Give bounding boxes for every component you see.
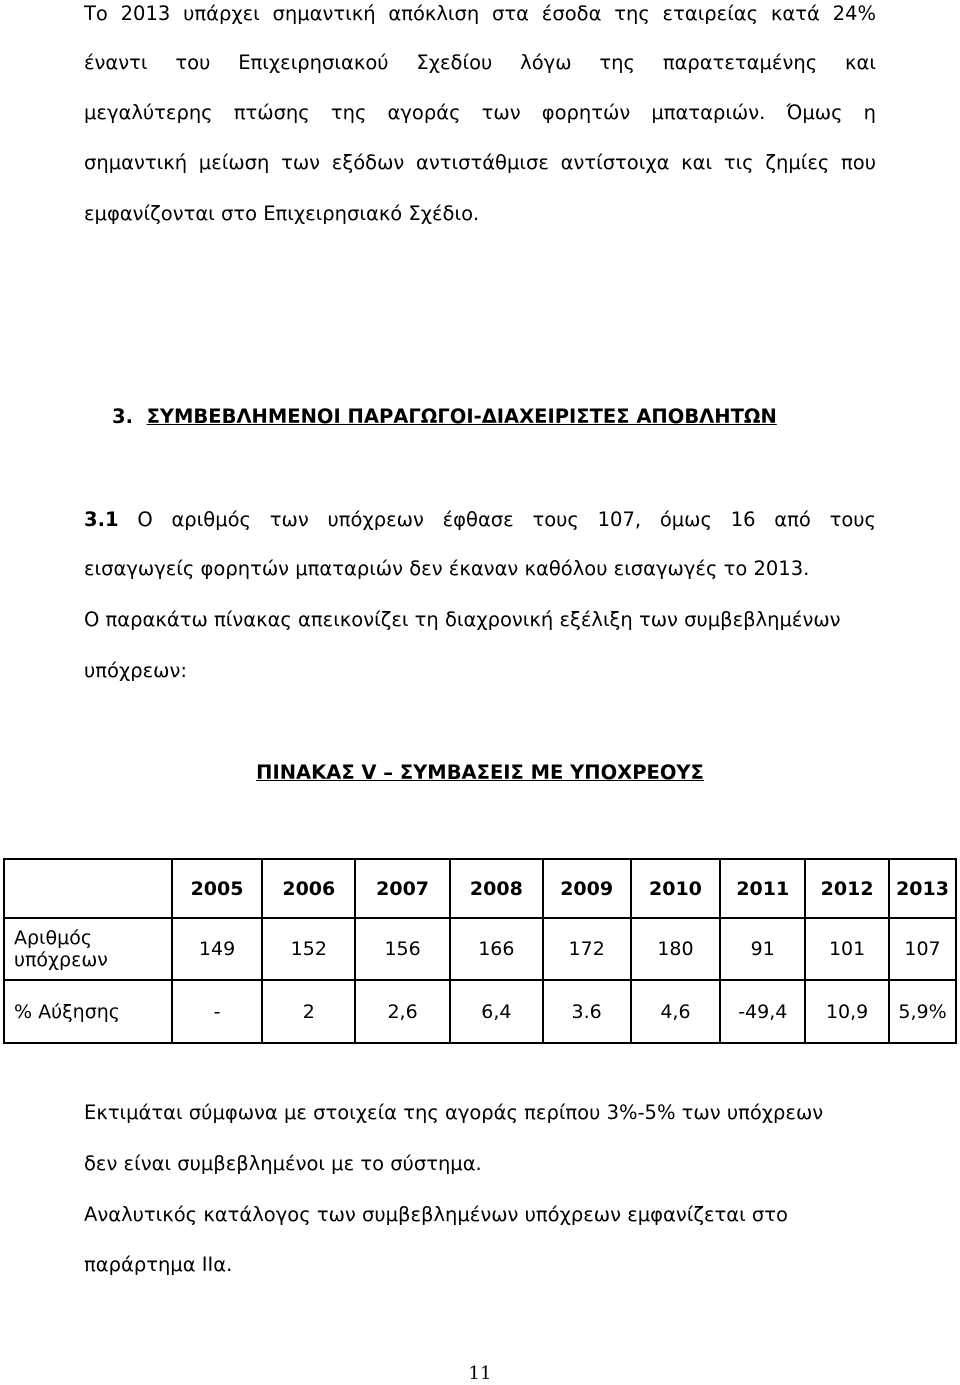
intro-line-3: μεγαλύτερης πτώσης της αγοράς των φορητών μπαταριών. Όμως η: [84, 101, 876, 124]
closing-line-2: δεν είναι συμβεβλημένοι με το σύστημα.: [84, 1152, 482, 1175]
intro-line-1: Το 2013 υπάρχει σημαντική απόκλιση στα έσοδα της εταιρείας κατά 24%: [84, 2, 876, 25]
table-cell: 149: [172, 918, 263, 980]
table-cell: -49,4: [720, 980, 805, 1043]
year-cell: 2008: [450, 859, 543, 918]
table-header-row: [4, 859, 956, 918]
year-cell: 2005: [172, 859, 263, 918]
table-cell: 172: [543, 918, 631, 980]
year-cell: 2010: [631, 859, 721, 918]
subsection-number: 3.1: [84, 508, 119, 531]
table-cell: 156: [355, 918, 450, 980]
table-cell: -: [172, 980, 263, 1043]
subsection-line-4: υπόχρεων:: [84, 659, 187, 682]
table-cell: 3.6: [543, 980, 631, 1043]
row-label-obligated: [4, 918, 172, 980]
contracts-table: [3, 858, 957, 1044]
intro-line-5: εμφανίζονται στο Επιχειρησιακό Σχέδιο.: [84, 202, 480, 225]
year-cell: 2011: [720, 859, 805, 918]
intro-line-4: σημαντική μείωση των εξόδων αντιστάθμισε αντίστοιχα και τις ζημίες που: [84, 151, 876, 174]
table-cell: 91: [720, 918, 805, 980]
table-cell: 6,4: [450, 980, 543, 1043]
row-label-increase: % Αύξησης: [4, 980, 172, 1043]
section-heading: [112, 405, 777, 428]
table-header-empty: [4, 859, 172, 918]
table-cell: 101: [805, 918, 889, 980]
table-cell: 10,9: [805, 980, 889, 1043]
table-cell: 2,6: [355, 980, 450, 1043]
table-cell: 166: [450, 918, 543, 980]
closing-line-4: παράρτημα ΙΙα.: [84, 1253, 233, 1276]
closing-line-3: Αναλυτικός κατάλογος των συμβεβλημένων υπόχρεων εμφανίζεται στο: [84, 1203, 788, 1226]
year-cell: 2012: [805, 859, 889, 918]
table-row: [4, 918, 956, 980]
table-cell: 2: [262, 980, 355, 1043]
table-title: ΠΙΝΑΚΑΣ V – ΣΥΜΒΑΣΕΙΣ ΜΕ ΥΠΟΧΡΕΟΥΣ: [256, 761, 704, 784]
section-title-part2: ΔΙΑΧΕΙΡΙΣΤΕΣ ΑΠΟΒΛΗΤΩΝ: [481, 405, 777, 428]
table-cell: 152: [262, 918, 355, 980]
subsection-line-2: εισαγωγείς φορητών μπαταριών δεν έκαναν καθόλου εισαγωγές το 2013.: [84, 557, 810, 580]
year-cell: 2013: [889, 859, 956, 918]
section-number: 3.: [112, 405, 133, 428]
row-label-line: Αριθμός: [14, 927, 92, 949]
page-number: 11: [468, 1363, 492, 1384]
year-cell: 2006: [262, 859, 355, 918]
subsection-line-1-text: Ο αριθμός των υπόχρεων έφθασε τους 107, όμως 16 από τους: [137, 508, 876, 531]
table-cell: 107: [889, 918, 956, 980]
subsection-line-3: Ο παρακάτω πίνακας απεικονίζει τη διαχρονική εξέλιξη των συμβεβλημένων: [84, 608, 841, 631]
table-cell: 4,6: [631, 980, 721, 1043]
year-cell: 2009: [543, 859, 631, 918]
subsection-line-1: [84, 508, 876, 531]
section-title-part1: ΣΥΜΒΕΒΛΗΜΕΝΟΙ ΠΑΡΑΓΩΓΟΙ-: [146, 405, 482, 428]
closing-line-1: Εκτιμάται σύμφωνα με στοιχεία της αγοράς περίπου 3%-5% των υπόχρεων: [84, 1101, 824, 1124]
row-label-line: υπόχρεων: [14, 949, 108, 971]
table-row: [4, 980, 956, 1043]
table-cell: 5,9%: [889, 980, 956, 1043]
table-cell: 180: [631, 918, 721, 980]
year-cell: 2007: [355, 859, 450, 918]
intro-line-2: έναντι του Επιχειρησιακού Σχεδίου λόγω της παρατεταμένης και: [84, 51, 876, 74]
